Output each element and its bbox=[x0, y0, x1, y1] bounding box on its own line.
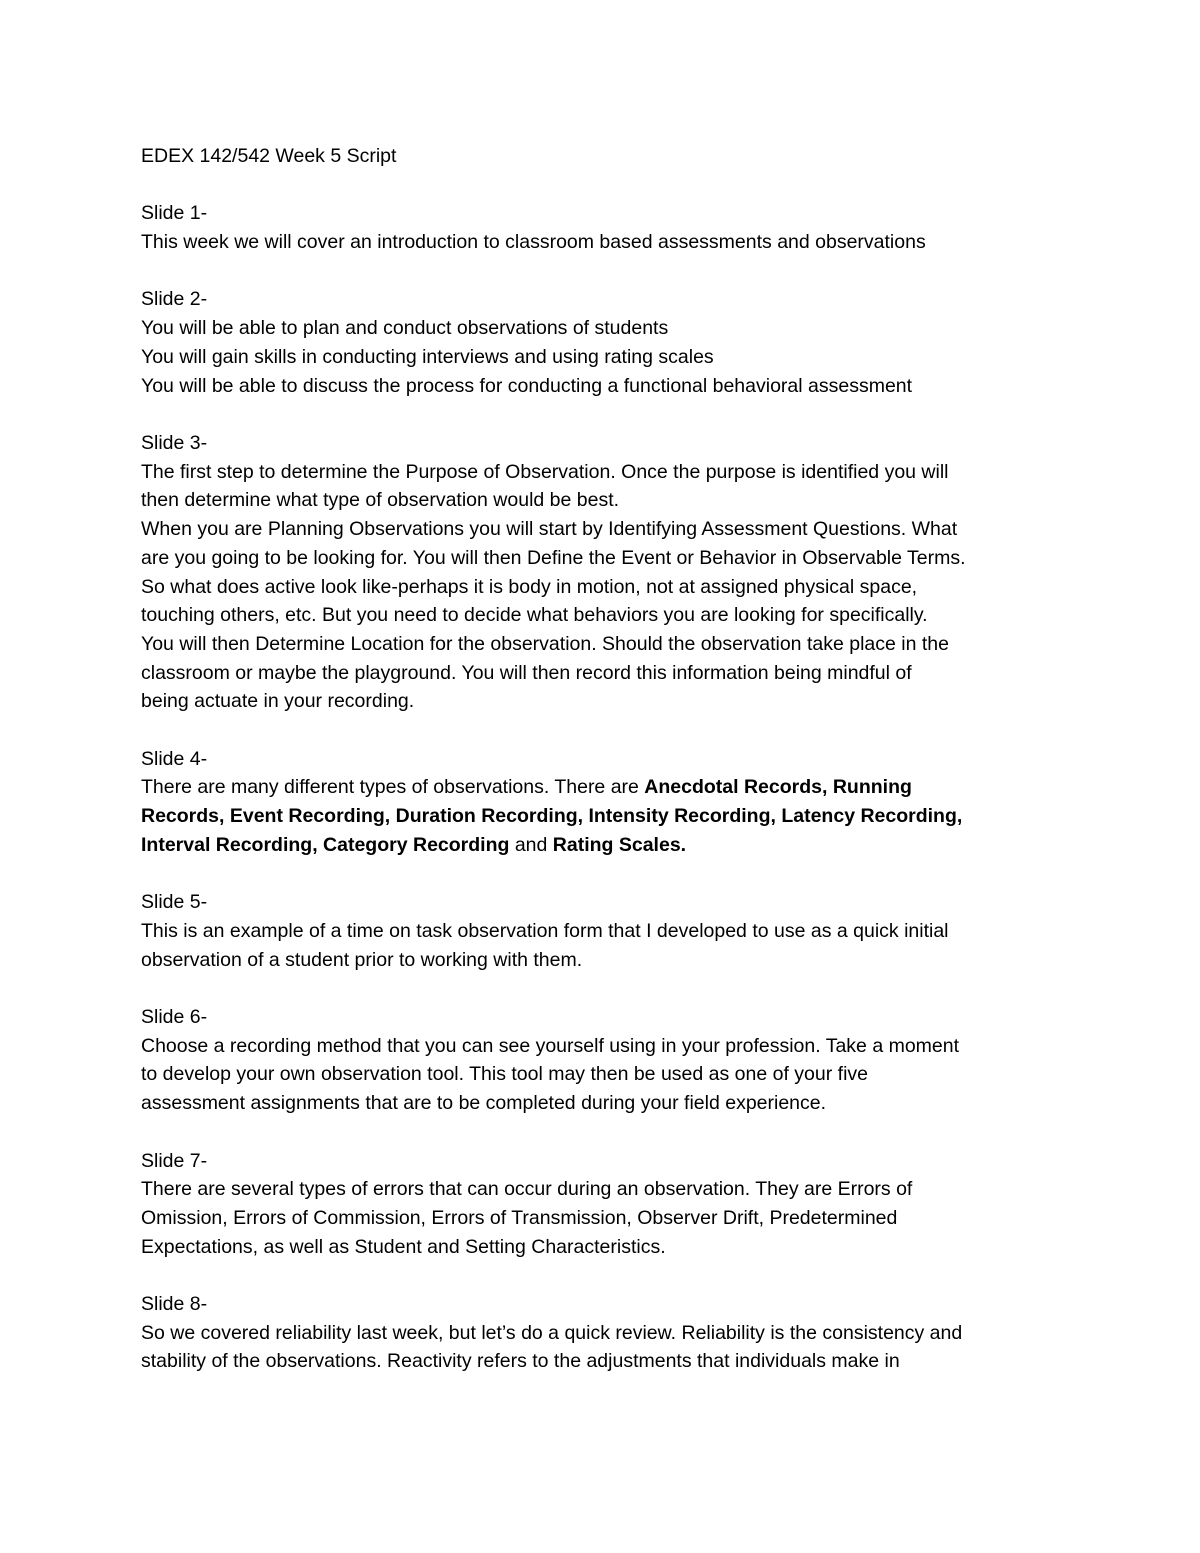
slide-4-label: Slide 4- bbox=[141, 747, 208, 770]
slide-2-label: Slide 2- bbox=[141, 288, 208, 311]
slide-3-line: then determine what type of observation would be best. bbox=[141, 489, 620, 512]
slide-8-label: Slide 8- bbox=[141, 1293, 208, 1315]
slide-8-line: stability of the observations. Reactivity refers to the adjustments that individuals make in bbox=[141, 1350, 900, 1373]
document-title: EDEX 142/542 Week 5 Script bbox=[141, 145, 397, 167]
slide-3-line: being actuate in your recording. bbox=[141, 690, 415, 713]
slide-5-line: observation of a student prior to working with them. bbox=[141, 948, 583, 971]
slide-3-line: When you are Planning Observations you will start by Identifying Assessment Questions. What bbox=[141, 518, 958, 541]
slide-5-label: Slide 5- bbox=[141, 891, 208, 914]
slide-4-bold-terms: Records, Event Recording, Duration Recording, Intensity Recording, Latency Recording, bbox=[141, 805, 963, 828]
slide-3-label: Slide 3- bbox=[141, 431, 208, 454]
slide-4-and-text: and bbox=[509, 833, 553, 856]
slide-7-line: There are several types of errors that can occur during an observation. They are Errors of bbox=[141, 1178, 913, 1201]
slide-3-section bbox=[141, 429, 1061, 716]
slide-3-line: classroom or maybe the playground. You will then record this information being mindful of bbox=[141, 661, 912, 684]
slide-1-label: Slide 1- bbox=[141, 202, 208, 225]
slide-5-section bbox=[141, 888, 1061, 974]
slide-2-section bbox=[141, 285, 1061, 400]
slide-2-line: You will be able to plan and conduct observations of students bbox=[141, 317, 669, 340]
slide-4-bold-terms: Anecdotal Records, Running bbox=[644, 776, 912, 799]
slide-4-line bbox=[141, 802, 1061, 831]
slide-4-section bbox=[141, 745, 1061, 860]
slide-7-line: Expectations, as well as Student and Setting Characteristics. bbox=[141, 1235, 666, 1258]
slide-6-section bbox=[141, 1003, 1061, 1118]
slide-7-section bbox=[141, 1147, 1061, 1262]
slide-8-section bbox=[141, 1290, 1061, 1376]
slide-1-section bbox=[141, 199, 1061, 256]
slide-3-line: You will then Determine Location for the observation. Should the observation take place in the bbox=[141, 632, 949, 655]
slide-3-line: touching others, etc. But you need to decide what behaviors you are looking for specifically. bbox=[141, 604, 928, 627]
document-body bbox=[141, 142, 1061, 1405]
slide-8-line: So we covered reliability last week, but let’s do a quick review. Reliability is the consistency and bbox=[141, 1321, 963, 1344]
slide-4-line bbox=[141, 831, 1061, 860]
slide-2-line: You will be able to discuss the process for conducting a functional behavioral assessment bbox=[141, 374, 913, 397]
slide-3-line: are you going to be looking for. You will then Define the Event or Behavior in Observable Terms. bbox=[141, 546, 966, 569]
slide-3-line: So what does active look like-perhaps it is body in motion, not at assigned physical space, bbox=[141, 575, 918, 598]
slide-7-line: Omission, Errors of Commission, Errors of Transmission, Observer Drift, Predetermined bbox=[141, 1206, 898, 1229]
slide-5-line: This is an example of a time on task observation form that I developed to use as a quick initial bbox=[141, 919, 949, 942]
slide-6-line: assessment assignments that are to be completed during your field experience. bbox=[141, 1092, 827, 1115]
slide-3-line: The first step to determine the Purpose of Observation. Once the purpose is identified you will bbox=[141, 460, 949, 483]
slide-6-label: Slide 6- bbox=[141, 1006, 208, 1028]
slide-2-line: You will gain skills in conducting interviews and using rating scales bbox=[141, 345, 714, 368]
slide-6-line: Choose a recording method that you can see yourself using in your profession. Take a moment bbox=[141, 1034, 960, 1057]
slide-4-intro-text: There are many different types of observations. There are bbox=[141, 776, 645, 799]
slide-4-bold-terms: Interval Recording, Category Recording bbox=[141, 833, 510, 856]
slide-6-line: to develop your own observation tool. This tool may then be used as one of your five bbox=[141, 1063, 868, 1086]
slide-7-label: Slide 7- bbox=[141, 1149, 208, 1172]
slide-4-bold-terms: Rating Scales. bbox=[552, 833, 687, 856]
slide-1-line: This week we will cover an introduction to classroom based assessments and observations bbox=[141, 231, 926, 254]
slide-4-line bbox=[141, 773, 1061, 802]
